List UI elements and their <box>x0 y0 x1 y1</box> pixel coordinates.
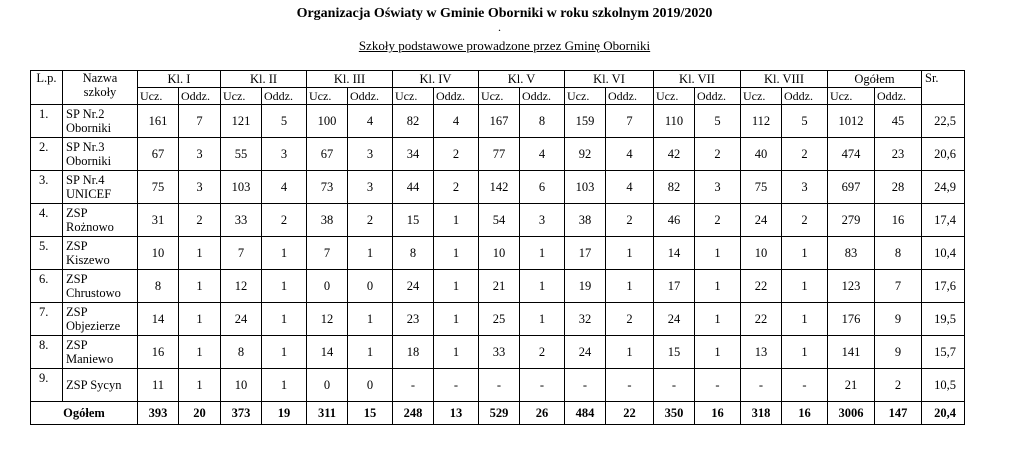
table-row <box>31 105 965 138</box>
cell-average: 10,5 <box>922 369 965 402</box>
cell-divisions: 2 <box>606 204 654 237</box>
footer-students: 248 <box>393 402 434 425</box>
subheader-oddz: Oddz. <box>434 88 479 105</box>
school-name-line1: ZSP <box>66 272 88 286</box>
header-class: Kl. VI <box>565 71 654 88</box>
cell-divisions: 1 <box>782 336 828 369</box>
cell-students: 24 <box>654 303 695 336</box>
subheader-oddz: Oddz. <box>348 88 393 105</box>
cell-students: 12 <box>221 270 262 303</box>
cell-divisions: 1 <box>434 303 479 336</box>
cell-students: 103 <box>565 171 606 204</box>
subheader-oddz: Oddz. <box>520 88 565 105</box>
cell-divisions: 1 <box>434 237 479 270</box>
school-name-line1: ZSP <box>66 338 88 352</box>
header-class: Kl. V <box>479 71 565 88</box>
footer-divisions: 26 <box>520 402 565 425</box>
cell-students: 16 <box>138 336 179 369</box>
header-name-line1: Nazwa <box>82 71 118 85</box>
cell-students: 21 <box>479 270 520 303</box>
cell-divisions: 2 <box>348 204 393 237</box>
cell-divisions: 1 <box>262 369 307 402</box>
cell-students: 167 <box>479 105 520 138</box>
cell-divisions: 1 <box>262 336 307 369</box>
cell-students: 15 <box>654 336 695 369</box>
row-lp: 2. <box>31 138 63 171</box>
footer-students: 350 <box>654 402 695 425</box>
cell-divisions: 3 <box>695 171 741 204</box>
footer-students: 529 <box>479 402 520 425</box>
row-lp: 1. <box>31 105 63 138</box>
subheader-oddz: Oddz. <box>606 88 654 105</box>
cell-students: 19 <box>565 270 606 303</box>
cell-students: 8 <box>221 336 262 369</box>
cell-divisions: 1 <box>520 270 565 303</box>
row-lp: 3. <box>31 171 63 204</box>
footer-divisions: 16 <box>782 402 828 425</box>
cell-divisions: 1 <box>782 303 828 336</box>
cell-divisions: 2 <box>695 138 741 171</box>
cell-divisions: 1 <box>179 303 221 336</box>
school-name-line2: Kiszewo <box>66 253 110 267</box>
row-lp: 8. <box>31 336 63 369</box>
cell-students: 73 <box>307 171 348 204</box>
cell-students: 83 <box>828 237 875 270</box>
cell-divisions: 2 <box>434 138 479 171</box>
cell-students: 697 <box>828 171 875 204</box>
subheader-oddz: Oddz. <box>782 88 828 105</box>
cell-students: 8 <box>138 270 179 303</box>
cell-divisions: 23 <box>875 138 922 171</box>
school-name-line2: Oborniki <box>66 121 112 135</box>
footer-divisions: 19 <box>262 402 307 425</box>
table-row <box>31 138 965 171</box>
cell-divisions: 1 <box>262 237 307 270</box>
cell-divisions: 2 <box>179 204 221 237</box>
cell-students: 24 <box>565 336 606 369</box>
footer-divisions: 13 <box>434 402 479 425</box>
cell-students: 161 <box>138 105 179 138</box>
row-lp: 9. <box>31 369 63 402</box>
cell-divisions: 1 <box>606 237 654 270</box>
cell-students: 176 <box>828 303 875 336</box>
subheader-ucz: Ucz. <box>828 88 875 105</box>
cell-divisions: 1 <box>262 270 307 303</box>
cell-divisions: 7 <box>179 105 221 138</box>
cell-students: 141 <box>828 336 875 369</box>
footer-students: 311 <box>307 402 348 425</box>
cell-students: 10 <box>479 237 520 270</box>
cell-students: 54 <box>479 204 520 237</box>
cell-average: 24,9 <box>922 171 965 204</box>
subheader-ucz: Ucz. <box>565 88 606 105</box>
cell-divisions: 4 <box>434 105 479 138</box>
cell-divisions: 1 <box>179 336 221 369</box>
cell-divisions: 3 <box>782 171 828 204</box>
school-name-line1: SP Nr.4 <box>66 173 105 187</box>
cell-students: 38 <box>565 204 606 237</box>
row-school-name <box>63 171 138 204</box>
cell-average: 20,6 <box>922 138 965 171</box>
footer-divisions: 15 <box>348 402 393 425</box>
cell-divisions: 1 <box>782 270 828 303</box>
cell-students: - <box>565 369 606 402</box>
table-row <box>31 204 965 237</box>
cell-divisions: 1 <box>782 237 828 270</box>
cell-divisions: 3 <box>520 204 565 237</box>
cell-divisions: 28 <box>875 171 922 204</box>
footer-students: 3006 <box>828 402 875 425</box>
cell-students: 14 <box>654 237 695 270</box>
cell-students: 10 <box>138 237 179 270</box>
header-lp: L.p. <box>31 71 63 105</box>
cell-divisions: 45 <box>875 105 922 138</box>
cell-students: 279 <box>828 204 875 237</box>
footer-divisions: 16 <box>695 402 741 425</box>
header-class: Kl. II <box>221 71 307 88</box>
cell-students: 121 <box>221 105 262 138</box>
school-name-line1: ZSP <box>66 239 88 253</box>
cell-students: 10 <box>221 369 262 402</box>
cell-students: 67 <box>138 138 179 171</box>
cell-average: 22,5 <box>922 105 965 138</box>
table-row <box>31 171 965 204</box>
cell-divisions: 2 <box>875 369 922 402</box>
subheader-ucz: Ucz. <box>393 88 434 105</box>
table-row <box>31 270 965 303</box>
cell-divisions: 9 <box>875 336 922 369</box>
school-name-line2: Chrustowo <box>66 286 121 300</box>
subheader-ucz: Ucz. <box>138 88 179 105</box>
cell-divisions: - <box>520 369 565 402</box>
cell-students: 92 <box>565 138 606 171</box>
row-school-name <box>63 270 138 303</box>
school-name-line1: ZSP Sycyn <box>66 378 122 392</box>
cell-students: 112 <box>741 105 782 138</box>
cell-divisions: 1 <box>348 303 393 336</box>
cell-divisions: 5 <box>695 105 741 138</box>
row-lp: 7. <box>31 303 63 336</box>
cell-students: 42 <box>654 138 695 171</box>
schools-table <box>30 70 965 425</box>
footer-average: 20,4 <box>922 402 965 425</box>
subheader-row <box>31 88 965 105</box>
school-name-line1: ZSP <box>66 206 88 220</box>
footer-students: 373 <box>221 402 262 425</box>
cell-divisions: 1 <box>434 336 479 369</box>
subheader-ucz: Ucz. <box>307 88 348 105</box>
cell-students: 12 <box>307 303 348 336</box>
cell-divisions: 3 <box>179 171 221 204</box>
cell-students: 55 <box>221 138 262 171</box>
subheader-oddz: Oddz. <box>262 88 307 105</box>
footer-students: 318 <box>741 402 782 425</box>
cell-students: - <box>741 369 782 402</box>
cell-students: 100 <box>307 105 348 138</box>
header-class: Kl. VII <box>654 71 741 88</box>
cell-divisions: 1 <box>348 237 393 270</box>
cell-students: 17 <box>565 237 606 270</box>
cell-students: 22 <box>741 303 782 336</box>
subheader-ucz: Ucz. <box>221 88 262 105</box>
cell-divisions: 9 <box>875 303 922 336</box>
header-row <box>31 71 965 88</box>
cell-divisions: 1 <box>520 237 565 270</box>
cell-students: 67 <box>307 138 348 171</box>
cell-students: 103 <box>221 171 262 204</box>
document-subtitle: Szkoły podstawowe prowadzone przez Gminę Oborniki <box>358 38 651 53</box>
cell-divisions: 4 <box>606 171 654 204</box>
subheader-ucz: Ucz. <box>741 88 782 105</box>
cell-divisions: 5 <box>782 105 828 138</box>
row-school-name <box>63 336 138 369</box>
cell-students: - <box>479 369 520 402</box>
cell-average: 19,5 <box>922 303 965 336</box>
cell-students: 142 <box>479 171 520 204</box>
cell-divisions: 1 <box>262 303 307 336</box>
header-name <box>63 71 138 105</box>
cell-divisions: - <box>434 369 479 402</box>
table-row <box>31 369 965 402</box>
cell-divisions: 4 <box>262 171 307 204</box>
footer-students: 484 <box>565 402 606 425</box>
cell-divisions: 3 <box>262 138 307 171</box>
cell-students: 34 <box>393 138 434 171</box>
cell-students: 0 <box>307 270 348 303</box>
cell-divisions: - <box>782 369 828 402</box>
cell-divisions: 0 <box>348 369 393 402</box>
cell-students: 11 <box>138 369 179 402</box>
cell-students: 75 <box>741 171 782 204</box>
cell-students: 14 <box>138 303 179 336</box>
cell-divisions: 7 <box>606 105 654 138</box>
row-school-name <box>63 204 138 237</box>
row-school-name <box>63 369 138 402</box>
subheader-oddz: Oddz. <box>875 88 922 105</box>
cell-divisions: 8 <box>520 105 565 138</box>
footer-students: 393 <box>138 402 179 425</box>
school-name-line1: ZSP <box>66 305 88 319</box>
cell-students: 13 <box>741 336 782 369</box>
table-row <box>31 303 965 336</box>
cell-divisions: 5 <box>262 105 307 138</box>
cell-students: 77 <box>479 138 520 171</box>
cell-students: 18 <box>393 336 434 369</box>
cell-divisions: 1 <box>695 270 741 303</box>
cell-students: 24 <box>221 303 262 336</box>
school-name-line2: Objezierze <box>66 319 121 333</box>
cell-students: 23 <box>393 303 434 336</box>
cell-students: 44 <box>393 171 434 204</box>
cell-students: 40 <box>741 138 782 171</box>
row-lp: 6. <box>31 270 63 303</box>
subheader-ucz: Ucz. <box>479 88 520 105</box>
cell-divisions: 3 <box>348 138 393 171</box>
cell-divisions: 1 <box>695 237 741 270</box>
cell-average: 17,4 <box>922 204 965 237</box>
cell-students: 38 <box>307 204 348 237</box>
cell-students: 474 <box>828 138 875 171</box>
cell-students: 25 <box>479 303 520 336</box>
footer-divisions: 22 <box>606 402 654 425</box>
cell-students: 46 <box>654 204 695 237</box>
cell-divisions: - <box>606 369 654 402</box>
cell-divisions: 1 <box>695 336 741 369</box>
cell-divisions: 1 <box>434 270 479 303</box>
cell-divisions: 1 <box>348 336 393 369</box>
document-title: Organizacja Oświaty w Gminie Oborniki w roku szkolnym 2019/2020 <box>296 6 713 21</box>
cell-divisions: 7 <box>875 270 922 303</box>
footer-divisions: 147 <box>875 402 922 425</box>
cell-students: 8 <box>393 237 434 270</box>
cell-students: 32 <box>565 303 606 336</box>
subheader-oddz: Oddz. <box>695 88 741 105</box>
cell-students: - <box>393 369 434 402</box>
cell-divisions: 2 <box>782 138 828 171</box>
cell-divisions: 2 <box>606 303 654 336</box>
header-avg: Sr. <box>922 71 965 105</box>
cell-divisions: 2 <box>520 336 565 369</box>
cell-divisions: 2 <box>262 204 307 237</box>
cell-students: 7 <box>307 237 348 270</box>
table-body <box>31 105 965 402</box>
row-lp: 4. <box>31 204 63 237</box>
row-lp: 5. <box>31 237 63 270</box>
school-name-line2: UNICEF <box>66 187 112 201</box>
row-school-name <box>63 303 138 336</box>
cell-average: 17,6 <box>922 270 965 303</box>
cell-divisions: 1 <box>606 270 654 303</box>
cell-divisions: 4 <box>348 105 393 138</box>
cell-divisions: 1 <box>179 369 221 402</box>
title-dot: . <box>498 20 501 34</box>
cell-divisions: 6 <box>520 171 565 204</box>
cell-divisions: - <box>695 369 741 402</box>
cell-divisions: 2 <box>434 171 479 204</box>
cell-students: 10 <box>741 237 782 270</box>
subheader-oddz: Oddz. <box>179 88 221 105</box>
cell-students: 21 <box>828 369 875 402</box>
row-school-name <box>63 105 138 138</box>
cell-students: - <box>654 369 695 402</box>
cell-divisions: 1 <box>520 303 565 336</box>
cell-divisions: 4 <box>606 138 654 171</box>
cell-divisions: 1 <box>179 270 221 303</box>
school-name-line1: SP Nr.3 <box>66 140 105 154</box>
school-name-line2: Oborniki <box>66 154 112 168</box>
cell-students: 110 <box>654 105 695 138</box>
cell-students: 15 <box>393 204 434 237</box>
header-name-line2: szkoły <box>83 85 117 99</box>
cell-divisions: 1 <box>434 204 479 237</box>
cell-divisions: 16 <box>875 204 922 237</box>
cell-students: 33 <box>479 336 520 369</box>
footer-label: Ogółem <box>31 402 138 425</box>
cell-divisions: 8 <box>875 237 922 270</box>
cell-students: 82 <box>393 105 434 138</box>
cell-students: 31 <box>138 204 179 237</box>
cell-students: 7 <box>221 237 262 270</box>
cell-divisions: 4 <box>520 138 565 171</box>
school-name-line1: SP Nr.2 <box>66 107 105 121</box>
school-name-line2: Rożnowo <box>66 220 114 234</box>
cell-students: 82 <box>654 171 695 204</box>
cell-divisions: 1 <box>695 303 741 336</box>
table-row <box>31 336 965 369</box>
cell-students: 159 <box>565 105 606 138</box>
cell-students: 14 <box>307 336 348 369</box>
cell-divisions: 3 <box>179 138 221 171</box>
header-class: Kl. I <box>138 71 221 88</box>
footer-divisions: 20 <box>179 402 221 425</box>
cell-divisions: 2 <box>782 204 828 237</box>
school-name-line2: Maniewo <box>66 352 114 366</box>
cell-students: 24 <box>393 270 434 303</box>
cell-students: 17 <box>654 270 695 303</box>
row-school-name <box>63 237 138 270</box>
cell-students: 22 <box>741 270 782 303</box>
cell-divisions: 2 <box>695 204 741 237</box>
header-class: Kl. III <box>307 71 393 88</box>
subheader-ucz: Ucz. <box>654 88 695 105</box>
header-class: Kl. VIII <box>741 71 828 88</box>
cell-students: 75 <box>138 171 179 204</box>
row-school-name <box>63 138 138 171</box>
cell-divisions: 3 <box>348 171 393 204</box>
header-total: Ogółem <box>828 71 922 88</box>
cell-average: 15,7 <box>922 336 965 369</box>
cell-students: 0 <box>307 369 348 402</box>
cell-students: 123 <box>828 270 875 303</box>
cell-divisions: 1 <box>606 336 654 369</box>
table-row <box>31 237 965 270</box>
cell-divisions: 1 <box>179 237 221 270</box>
header-class: Kl. IV <box>393 71 479 88</box>
cell-divisions: 0 <box>348 270 393 303</box>
cell-students: 33 <box>221 204 262 237</box>
cell-students: 1012 <box>828 105 875 138</box>
cell-students: 24 <box>741 204 782 237</box>
footer-row <box>31 402 965 425</box>
cell-average: 10,4 <box>922 237 965 270</box>
